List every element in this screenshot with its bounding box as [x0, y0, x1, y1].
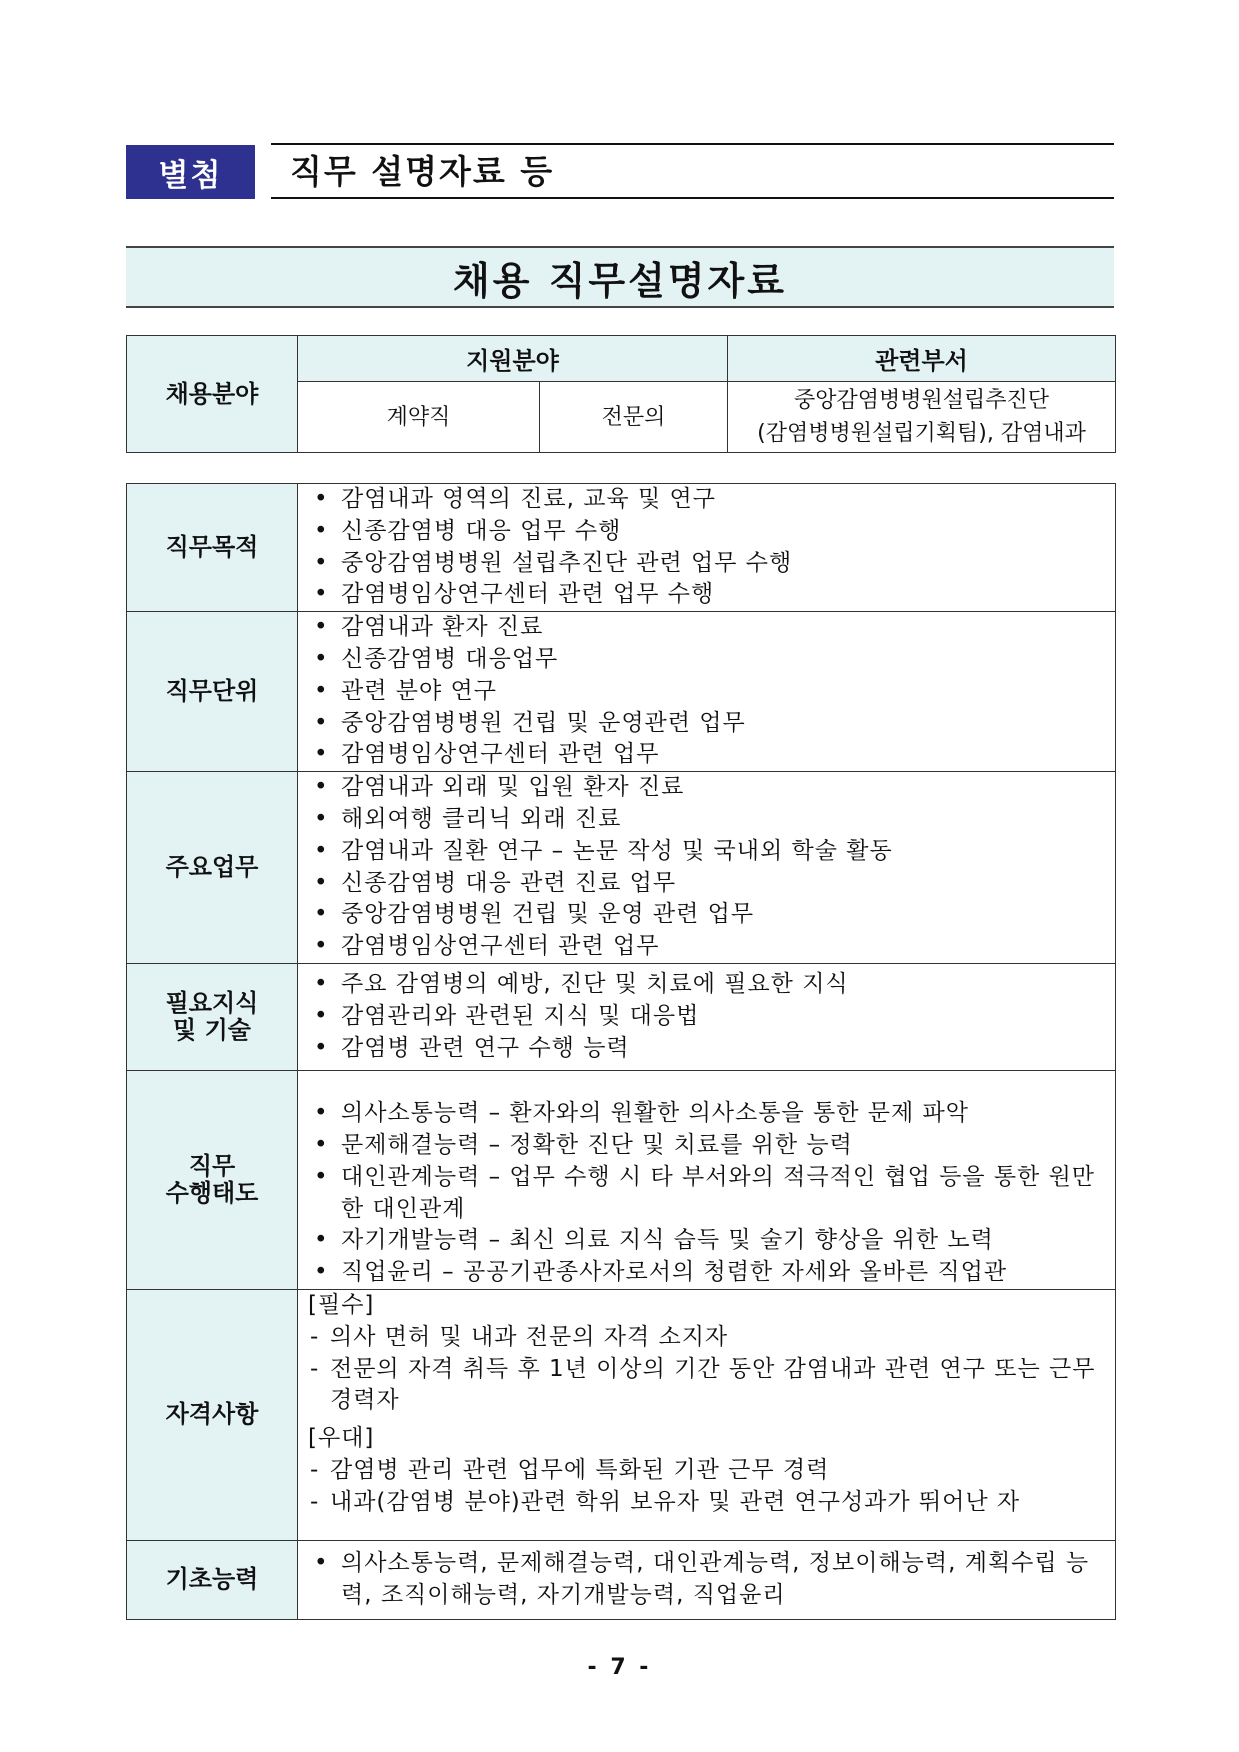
list-item: • 관련 분야 연구: [308, 676, 1107, 708]
list-item: • 의사소통능력 – 환자와의 원활한 의사소통을 통한 문제 파악: [308, 1098, 1107, 1130]
list-item: • 중앙감염병병원 설립추진단 관련 업무 수행: [308, 548, 1107, 580]
list-item: • 신종감염병 대응업무: [308, 644, 1107, 676]
recruitment-info-table: [126, 335, 1116, 453]
knowledge-label-line-2: 및 기술: [173, 1015, 251, 1044]
attitude-label-line-1: 직무: [188, 1151, 236, 1180]
header-top-rule: [271, 143, 1114, 145]
list-item: • 주요 감염병의 예방, 진단 및 치료에 필요한 지식: [308, 969, 1107, 1001]
list-item: • 감염병임상연구센터 관련 업무: [308, 931, 1107, 963]
list-item: • 해외여행 클리닉 외래 진료: [308, 804, 1107, 836]
required-title: [필수]: [308, 1291, 375, 1318]
contract-type: 계약직: [298, 382, 540, 453]
required-item: - 전문의 자격 취득 후 1년 이상의 기간 동안 감염내과 관련 연구 또는 근무 경력자: [308, 1354, 1107, 1418]
dept-line-1: 중앙감염병병원설립추진단: [793, 388, 1050, 413]
header-title: 직무 설명자료 등: [290, 152, 555, 191]
main-title: 채용 직무설명자료: [126, 246, 1114, 308]
related-dept-header: 관련부서: [728, 336, 1116, 382]
list-item: • 감염내과 외래 및 입원 환자 진료: [308, 772, 1107, 804]
qualification-content: [298, 1289, 1116, 1540]
support-field-header: 지원분야: [298, 336, 728, 382]
unit-content: [298, 612, 1116, 772]
qualification-label: 자격사항: [127, 1289, 298, 1540]
list-item: • 문제해결능력 – 정확한 진단 및 치료를 위한 능력: [308, 1130, 1107, 1162]
attitude-content: [298, 1070, 1116, 1289]
duty-content: [298, 772, 1116, 964]
job-detail-table: [126, 483, 1116, 1620]
required-item: - 의사 면허 및 내과 전문의 자격 소지자: [308, 1322, 1107, 1354]
unit-label: 직무단위: [127, 612, 298, 772]
list-item: • 중앙감염병병원 건립 및 운영관련 업무: [308, 708, 1107, 740]
list-item: • 감염병 관련 연구 수행 능력: [308, 1033, 1107, 1065]
attitude-label-line-2: 수행태도: [165, 1178, 259, 1207]
header-bottom-rule: [271, 197, 1114, 199]
basic-ability-content: [298, 1540, 1116, 1619]
list-item: • 감염내과 질환 연구 – 논문 작성 및 국내외 학술 활동: [308, 836, 1107, 868]
list-item: • 자기개발능력 – 최신 의료 지식 습득 및 술기 향상을 위한 노력: [308, 1225, 1107, 1257]
basic-ability-label: 기초능력: [127, 1540, 298, 1619]
attachment-badge: 별첨: [126, 145, 255, 199]
list-item: • 중앙감염병병원 건립 및 운영 관련 업무: [308, 899, 1107, 931]
list-item: • 직업윤리 – 공공기관종사자로서의 청렴한 자세와 올바른 직업관: [308, 1257, 1107, 1289]
page-number: - 7 -: [587, 1655, 652, 1680]
purpose-content: [298, 484, 1116, 612]
preferred-item: - 내과(감염병 분야)관련 학위 보유자 및 관련 연구성과가 뛰어난 자: [308, 1487, 1107, 1519]
preferred-item: - 감염병 관리 관련 업무에 특화된 기관 근무 경력: [308, 1455, 1107, 1487]
related-dept: [728, 382, 1116, 453]
purpose-label: 직무목적: [127, 484, 298, 612]
list-item: • 대인관계능력 – 업무 수행 시 타 부서와의 적극적인 협업 등을 통한 원만한 대인관계: [308, 1162, 1107, 1226]
list-item: • 감염내과 환자 진료: [308, 612, 1107, 644]
attitude-label: [127, 1070, 298, 1289]
knowledge-label-line-1: 필요지식: [165, 988, 259, 1017]
list-item: • 의사소통능력, 문제해결능력, 대인관계능력, 정보이해능력, 계획수립 능력, 조직이해능력, 자기개발능력, 직업윤리: [308, 1548, 1107, 1612]
dept-line-2: (감염병병원설립기획팀), 감염내과: [757, 421, 1086, 446]
duty-label: 주요업무: [127, 772, 298, 964]
knowledge-label: [127, 963, 298, 1070]
list-item: • 감염병임상연구센터 관련 업무 수행: [308, 579, 1107, 611]
preferred-title: [우대]: [308, 1425, 375, 1452]
list-item: • 감염병임상연구센터 관련 업무: [308, 739, 1107, 771]
knowledge-content: [298, 963, 1116, 1070]
position-type: 전문의: [540, 382, 728, 453]
list-item: • 신종감염병 대응 업무 수행: [308, 516, 1107, 548]
list-item: • 감염내과 영역의 진료, 교육 및 연구: [308, 484, 1107, 516]
field-label: 채용분야: [127, 336, 298, 453]
list-item: • 신종감염병 대응 관련 진료 업무: [308, 868, 1107, 900]
list-item: • 감염관리와 관련된 지식 및 대응법: [308, 1001, 1107, 1033]
